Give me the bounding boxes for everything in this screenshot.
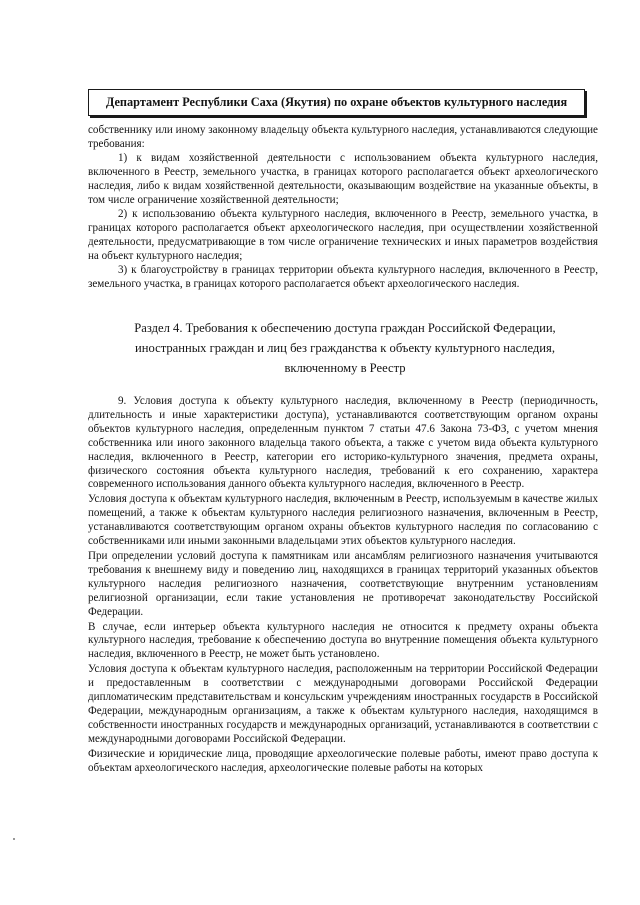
section-4-heading: Раздел 4. Требования к обеспечению доступа граждан Российской Федерации, иностранных граждан и лиц без гражданства к объекту культурного наследия, включенному в Реестр bbox=[134, 321, 556, 375]
paragraph-residential-religious: Условия доступа к объектам культурного наследия, включенным в Реестр, используемым в качестве жилых помещений, а также к объектам культурного наследия религиозного назначения, включенным в Реестр, устанавливаются соответствующим органом охраны объектов культурного наследия по согласованию с собственниками или иными законными владельцами этих объектов культурного наследия. bbox=[88, 493, 598, 548]
requirement-item-1: 1) к видам хозяйственной деятельности с использованием объекта культурного наследия, включенного в Реестр, земельного участка, в границах которого располагается объект археологического наследия, либо к видам хозяйственной деятельности, оказывающим воздействие на указанные объекты, в том числе ограничение хозяйственной деятельности; bbox=[88, 152, 598, 206]
requirement-item-3: 3) к благоустройству в границах территории объекта культурного наследия, включенного в Реестр, земельного участка, в границах которого располагается объект археологического наследия. bbox=[88, 264, 598, 290]
requirement-item-2: 2) к использованию объекта культурного наследия, включенного в Реестр, земельного участка, в границах которого располагается объект археологического наследия, при осуществлении хозяйственной деятельности, предусматривающие в том числе ограничение технических и иных параметров воздействия на объект культурного наследия; bbox=[88, 208, 598, 262]
paragraph-archaeological-works: Физические и юридические лица, проводящие археологические полевые работы, имеют право доступа к объектам археологического наследия, археологические полевые работы на которых bbox=[88, 747, 598, 774]
department-title: Департамент Республики Саха (Якутия) по охране объектов культурного наследия bbox=[105, 95, 568, 109]
scan-speck bbox=[13, 838, 15, 840]
access-conditions bbox=[88, 395, 598, 776]
paragraph-diplomatic: Условия доступа к объектам культурного наследия, расположенным на территории Российской Федерации и предоставленным в соответствии с международными договорами Российской Федерации дипломатическим представительствам и консульским учреждениям иностранных государств в Российской Федерации, международным организациям, а также к объектам культурного наследия, находящимся в собственности иностранных государств и международных организаций, устанавливаются в соответствии с международными договорами Российской Федерации. bbox=[88, 663, 598, 745]
department-header bbox=[88, 89, 585, 116]
paragraph-interior: В случае, если интерьер объекта культурного наследия не относится к предмету охраны объекта культурного наследия, требование к обеспечению доступа во внутренние помещения объекта культурного наследия, включенного в Реестр, не может быть установлено. bbox=[88, 620, 598, 661]
requirements-list bbox=[88, 123, 598, 291]
paragraph-9: 9. Условия доступа к объекту культурного наследия, включенному в Реестр (периодичность, длительность и иные характеристики доступа), устанавливаются соответствующим органом охраны объектов культурного наследия, определенным пунктом 7 статьи 47.6 Закона 73-ФЗ, с учетом мнения собственника или иного законного владельца такого объекта, а также с учетом вида объекта культурного наследия, включенного в Реестр, категории его историко-культурного значения, предмета охраны, физического состояния объекта культурного наследия, требований к его сохранению, характера современного использования данного объекта культурного наследия, включенного в Реестр. bbox=[88, 395, 598, 491]
paragraph-religious-monuments: При определении условий доступа к памятникам или ансамблям религиозного назначения учитываются требования к внешнему виду и поведению лиц, находящихся в границах территорий указанных объектов культурного наследия религиозного назначения, соответствующие внутренним установлениям религиозной организации, если такие установления не противоречат законодательству Российской Федерации. bbox=[88, 549, 598, 618]
paragraph-owner: собственнику или иному законному владельцу объекта культурного наследия, устанавливаются следующие требования: bbox=[88, 124, 598, 150]
